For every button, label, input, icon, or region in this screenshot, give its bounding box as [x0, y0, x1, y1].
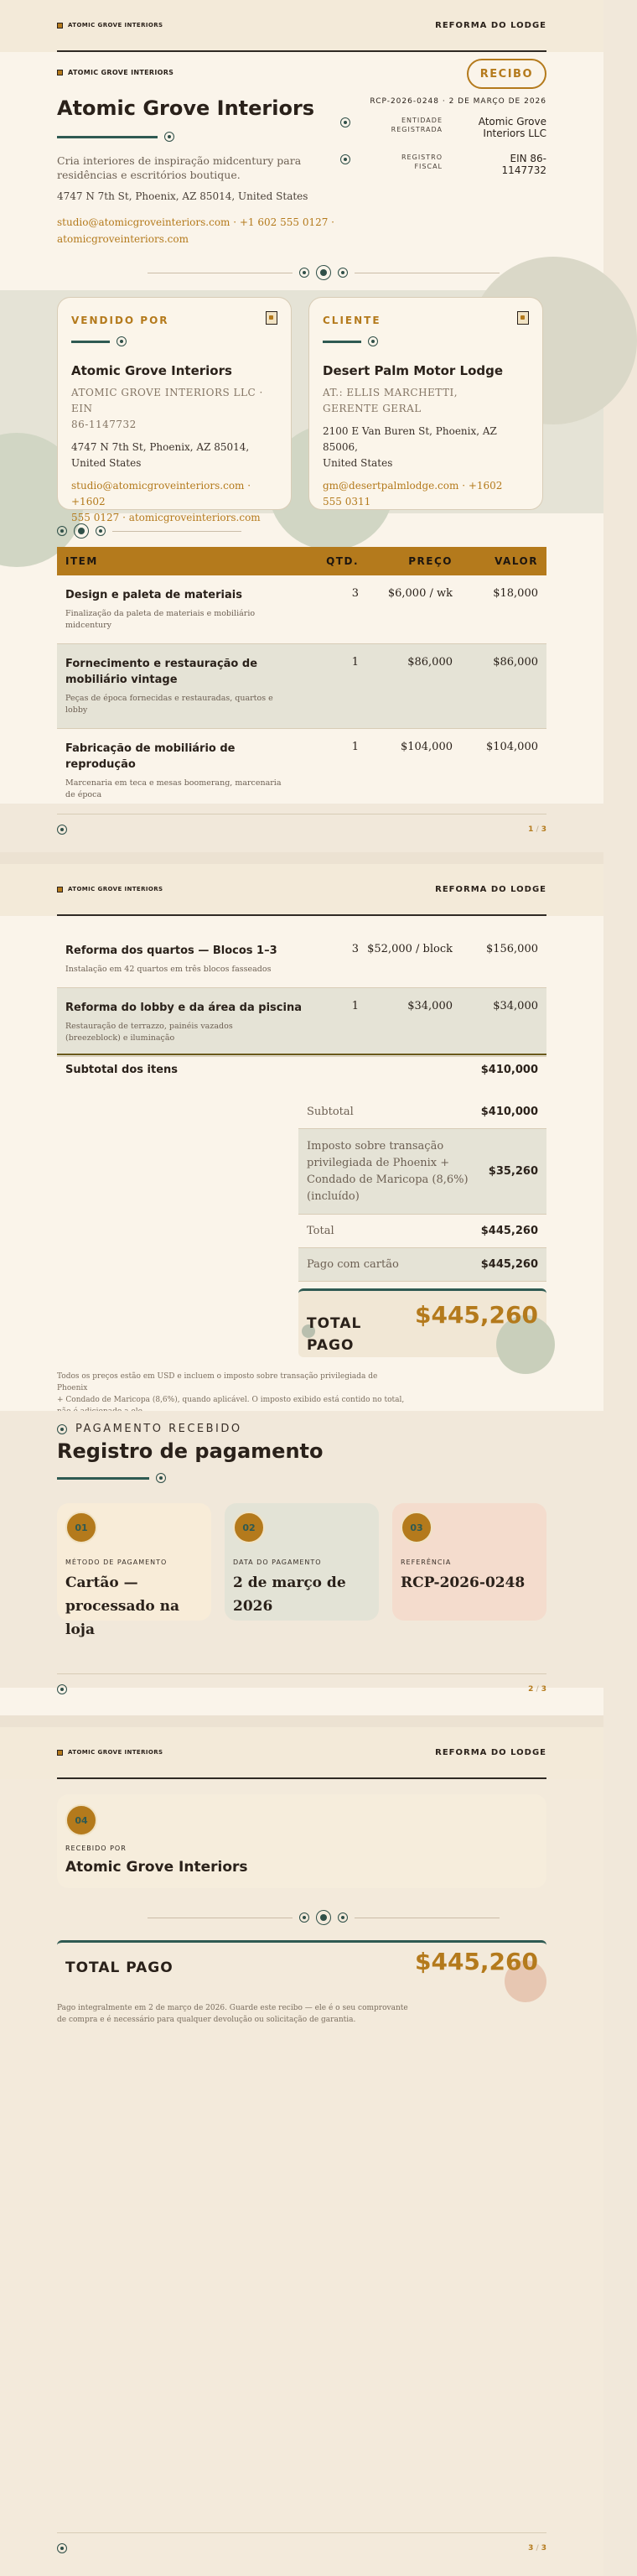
page-number: 2 / 3: [528, 1685, 546, 1694]
header-doc-title: REFORMA DO LODGE: [435, 20, 546, 30]
title-underline: [57, 1473, 166, 1483]
underline-rule: [57, 136, 158, 138]
client-name: Desert Palm Motor Lodge: [323, 363, 504, 378]
circle-dot-icon: [57, 1424, 67, 1434]
circle-dot-icon: [338, 268, 348, 278]
client-label: CLIENTE: [323, 315, 381, 326]
circle-dot-icon: [96, 526, 106, 536]
circle-dot-icon: [299, 268, 309, 278]
table-row: Fabricação de mobiliário de reprodução Marcenaria em teca e mesas boomerang, marcenaria de época 1 $104,000 $104,000: [57, 729, 546, 814]
seller-address: 4747 N 7th St, Phoenix, AZ 85014, United States: [71, 441, 250, 469]
client-contact: gm@desertpalmlodge.com · +1602 555 0311: [323, 480, 503, 507]
circle-dot-icon: [338, 1912, 348, 1923]
company-contact: studio@atomicgroveinteriors.com · +1 602 555 0127 · atomicgroveinteriors.com: [57, 216, 334, 245]
final-note: Pago integralmente em 2 de março de 2026. Guarde este recibo — ele é o seu comprovante de compra e é necessário para qualquer devolução ou solicitação de garantia.: [57, 2004, 408, 2024]
page-number: 3 / 3: [528, 2544, 546, 2553]
payment-reference-card: 03 REFERÊNCIA RCP-2026-0248: [392, 1503, 546, 1621]
payment-date-card: 02 DATA DO PAGAMENTO 2 de março de 2026: [225, 1503, 379, 1621]
brand-square-icon: [57, 1750, 63, 1756]
table-row: Design e paleta de materiais Finalização da paleta de materiais e mobiliário midcentury 3 $6,000 / wk $18,000: [57, 575, 546, 644]
section-divider: [148, 265, 500, 280]
col-item: ITEM: [65, 555, 98, 567]
company-tagline: Cria interiores de inspiração midcentury para residências e escritórios boutique.: [57, 154, 302, 181]
document-icon: [517, 311, 529, 325]
brand-square-icon: [57, 23, 63, 29]
company-block: [57, 69, 359, 247]
summary-paid-card: Pago com cartão $445,260: [298, 1248, 546, 1282]
page-header: [0, 0, 603, 52]
circle-dot-icon: [368, 336, 378, 346]
circle-dot-icon: [117, 336, 127, 346]
received-value: Atomic Grove Interiors: [65, 1859, 248, 1876]
seller-card: [57, 297, 292, 523]
circle-dot-icon: [156, 1473, 166, 1483]
document-icon: [266, 311, 277, 325]
receipt-page-3: [0, 1727, 603, 2576]
company-small-name: ATOMIC GROVE INTERIORS: [57, 69, 359, 76]
table-row: Fornecimento e restauração de mobiliário vintage Peças de época fornecidas e restauradas, quartos e lobby 1 $86,000 $86,000: [57, 644, 546, 729]
company-address: 4747 N 7th St, Phoenix, AZ 85014, United States: [57, 190, 308, 202]
brand-square-icon: [57, 887, 63, 892]
circle-dot-icon: [57, 1684, 67, 1694]
total-paid-box: [298, 1288, 546, 1357]
summary-table: [298, 1095, 546, 1282]
summary-total: Total $445,260: [298, 1215, 546, 1248]
col-price: PREÇO: [408, 555, 453, 567]
table-row: Reforma dos quartos — Blocos 1–3 Instalação em 42 quartos em três blocos fasseados 3 $52,000 / block $156,000: [57, 931, 546, 988]
payment-title: Registro de pagamento: [57, 1439, 324, 1463]
registered-entity: ENTIDADE REGISTRADA Atomic Grove Interiors LLC: [340, 116, 546, 139]
payment-section: [0, 1411, 603, 1688]
circle-dot-icon: [340, 117, 350, 127]
seller-contact: studio@atomicgroveinteriors.com · +1602 555 0127 · atomicgroveinteriors.com: [71, 480, 261, 523]
total-paid-label: TOTAL PAGO: [65, 1959, 173, 1976]
step-badge: 04: [65, 1804, 97, 1836]
step-badge: 01: [65, 1512, 97, 1543]
tax-note: Todos os preços estão em USD e incluem o imposto sobre transação privilegiada de Phoenix + Condado de Maricopa (8,6%), quando aplicável. O imposto exibido está contido no total,: [57, 1372, 405, 1404]
seller-name: Atomic Grove Interiors: [71, 363, 232, 378]
col-value: VALOR: [495, 555, 538, 567]
table-header: [57, 547, 546, 575]
parties-section: [0, 290, 603, 523]
payment-method-card: 01 MÉTODO DE PAGAMENTO Cartão — processado na loja: [57, 1503, 211, 1621]
circle-dot-icon: [340, 154, 350, 164]
circle-dot-icon: [299, 1912, 309, 1923]
section-divider: [57, 523, 241, 539]
circle-dot-icon: [316, 1910, 331, 1925]
page-footer: [57, 814, 546, 835]
circle-dot-icon: [164, 132, 174, 142]
circle-dot-icon: [57, 825, 67, 835]
total-paid-box: [57, 1940, 546, 1991]
header-brand: ATOMIC GROVE INTERIORS: [57, 886, 163, 892]
recibo-badge: RECIBO: [467, 59, 546, 89]
payment-section-label: PAGAMENTO RECEBIDO: [57, 1423, 242, 1435]
client-address: 2100 E Van Buren St, Phoenix, AZ 85006, United States: [323, 425, 497, 469]
circle-dot-icon: [316, 265, 331, 280]
circle-dot-icon: [57, 526, 67, 536]
seller-label: VENDIDO POR: [71, 315, 169, 326]
company-name: Atomic Grove Interiors: [57, 96, 315, 120]
summary-tax: Imposto sobre transação privilegiada de Phoenix + Condado de Maricopa (8,6%) (incluído) $35,260: [298, 1129, 546, 1215]
col-qty: QTD.: [326, 555, 359, 567]
receipt-id-date: RCP-2026-0248 · 2 DE MARÇO DE 2026: [370, 97, 546, 106]
brand-square-icon: [57, 70, 63, 75]
title-underline: [57, 132, 359, 142]
total-paid-label: TOTAL PAGO: [307, 1315, 362, 1354]
items-table-continued: [57, 931, 546, 1057]
summary-subtotal: Subtotal $410,000: [298, 1095, 546, 1129]
page-footer: [57, 2532, 546, 2553]
header-brand: ATOMIC GROVE INTERIORS: [57, 1749, 163, 1756]
items-subtotal: Subtotal dos itens $410,000: [57, 1054, 546, 1076]
page-number: 1 / 3: [528, 825, 546, 834]
header-doc-title: REFORMA DO LODGE: [435, 884, 546, 894]
client-attention: AT.: ELLIS MARCHETTI, GERENTE GERAL: [323, 387, 458, 414]
step-badge: 02: [233, 1512, 265, 1543]
items-table: [57, 547, 546, 814]
table-row: Reforma do lobby e da área da piscina Restauração de terrazzo, painéis vazados (breezeblock) e iluminação 1 $34,000 $34,000: [57, 988, 546, 1057]
page-header: [0, 1727, 603, 1779]
client-card: [308, 297, 543, 510]
page-footer: [57, 1673, 546, 1694]
header-brand: ATOMIC GROVE INTERIORS: [57, 22, 163, 29]
receipt-page-2: [0, 864, 603, 1715]
page-header: [0, 864, 603, 916]
circle-dot-icon: [57, 2543, 67, 2553]
header-doc-title: REFORMA DO LODGE: [435, 1747, 546, 1757]
total-paid-value: $445,260: [414, 1301, 538, 1329]
seller-legal: ATOMIC GROVE INTERIORS LLC · EIN 86-1147732: [71, 387, 263, 430]
received-by-card: [57, 1794, 546, 1888]
received-label: RECEBIDO POR: [65, 1845, 127, 1852]
tax-registration: REGISTRO FISCAL EIN 86- 1147732: [340, 153, 546, 176]
total-paid-value: $445,260: [414, 1948, 538, 1975]
step-badge: 03: [401, 1512, 432, 1543]
circle-dot-icon: [74, 523, 89, 539]
section-divider: [148, 1910, 500, 1925]
receipt-page-1: [0, 0, 603, 852]
